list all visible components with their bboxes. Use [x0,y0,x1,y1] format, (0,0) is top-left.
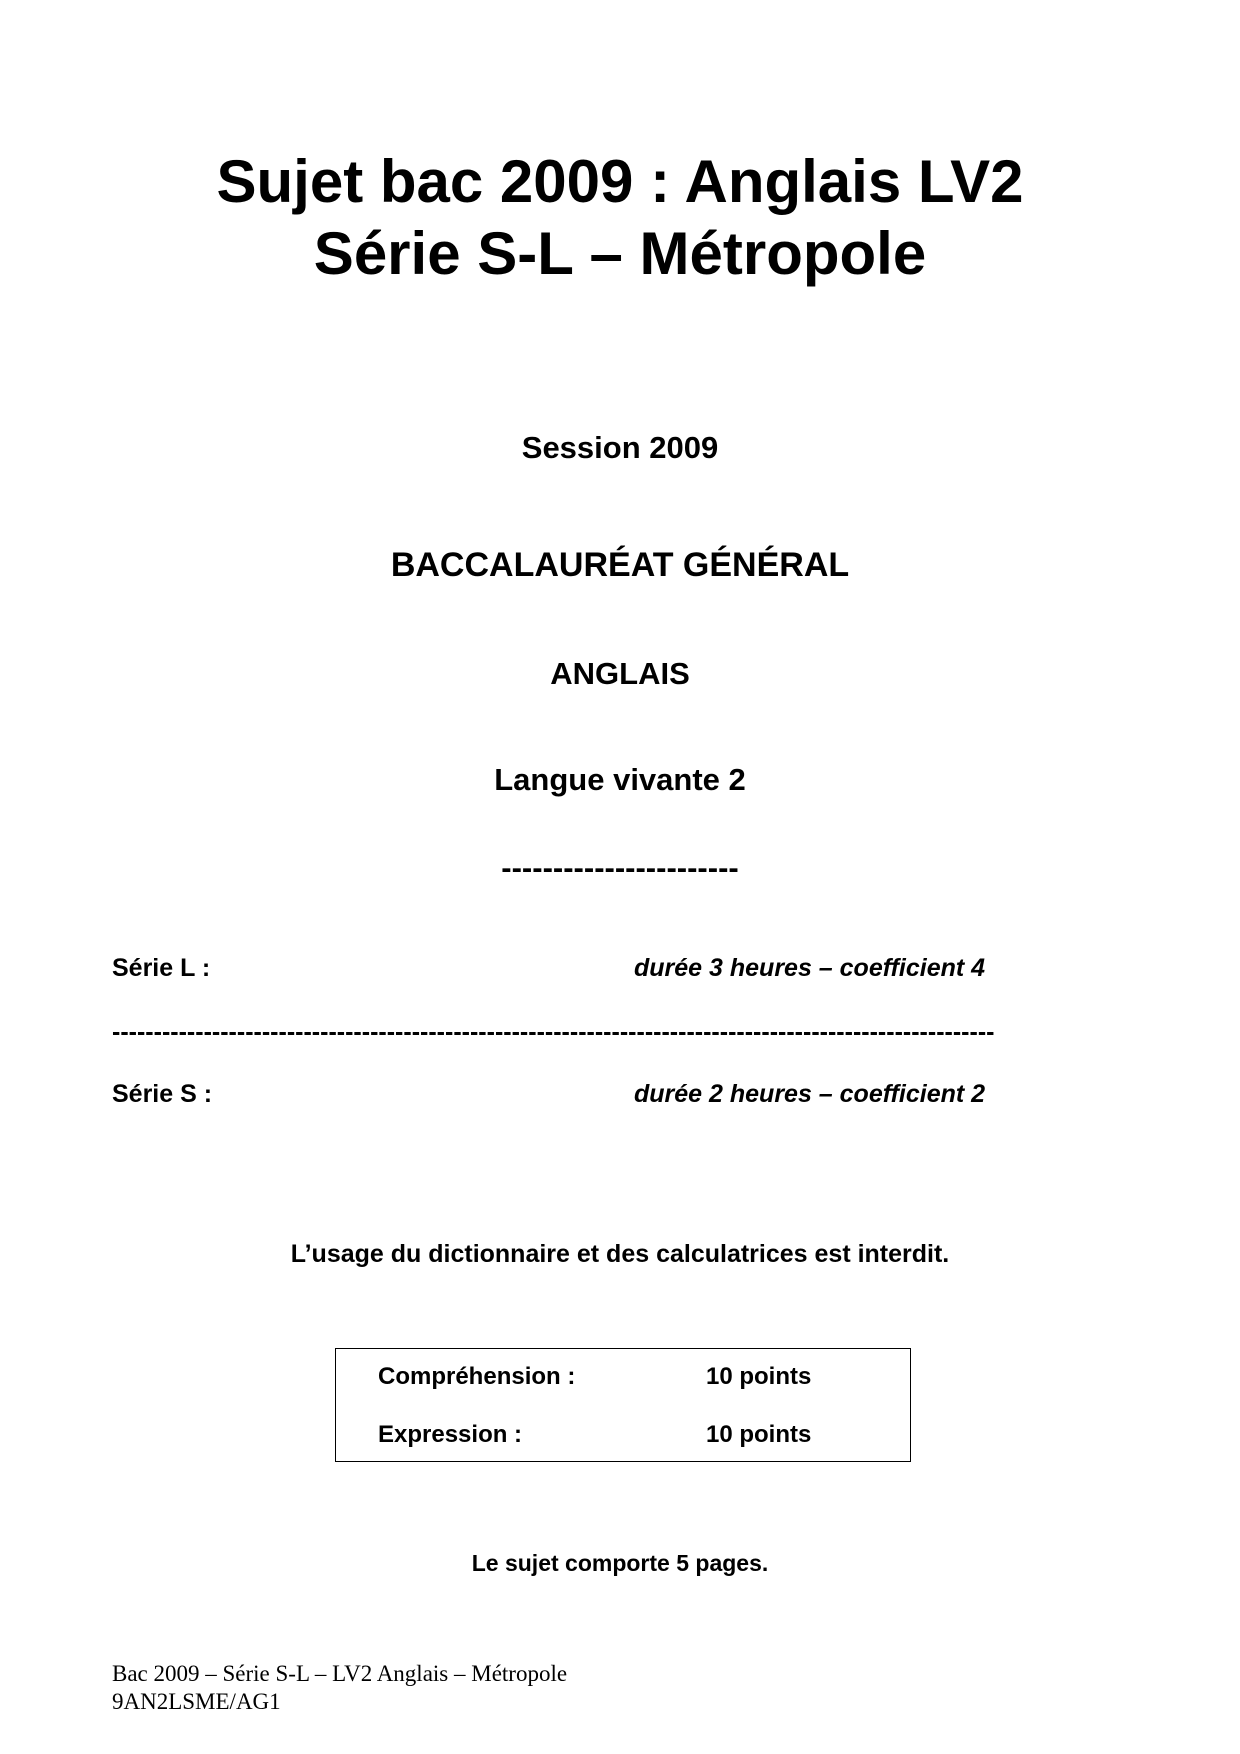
scoring-label-expression: Expression : [378,1421,523,1448]
series-l-detail: durée 3 heures – coefficient 4 [634,954,986,982]
title-line-2: Série S-L – Métropole [313,220,927,287]
title-line-1: Sujet bac 2009 : Anglais LV2 [216,148,1024,215]
scoring-value-expression: 10 points [706,1421,812,1448]
language-level-heading: Langue vivante 2 [494,762,746,797]
rule-note: L’usage du dictionnaire et des calculatrices est interdit. [290,1240,950,1268]
short-separator: ----------------------- [501,850,739,885]
footer-line-1: Bac 2009 – Série S-L – LV2 Anglais – Métropole [112,1661,568,1686]
scoring-value-comprehension: 10 points [706,1363,812,1390]
document-title [0,146,1240,290]
pages-note: Le sujet comporte 5 pages. [471,1550,769,1576]
session-heading: Session 2009 [521,430,719,465]
scoring-label-comprehension: Compréhension : [378,1363,576,1390]
exam-name-heading: BACCALAURÉAT GÉNÉRAL [390,546,850,584]
long-separator: ---------------------------------------------------------------------------------------------------------- [112,1018,995,1046]
series-l-label: Série L : [112,954,211,982]
subject-heading: ANGLAIS [550,656,690,691]
series-s-label: Série S : [112,1080,213,1108]
page-footer [112,1660,567,1716]
series-s-detail: durée 2 heures – coefficient 2 [634,1080,986,1108]
scoring-box [335,1348,911,1462]
footer-line-2: 9AN2LSME/AG1 [112,1689,281,1714]
